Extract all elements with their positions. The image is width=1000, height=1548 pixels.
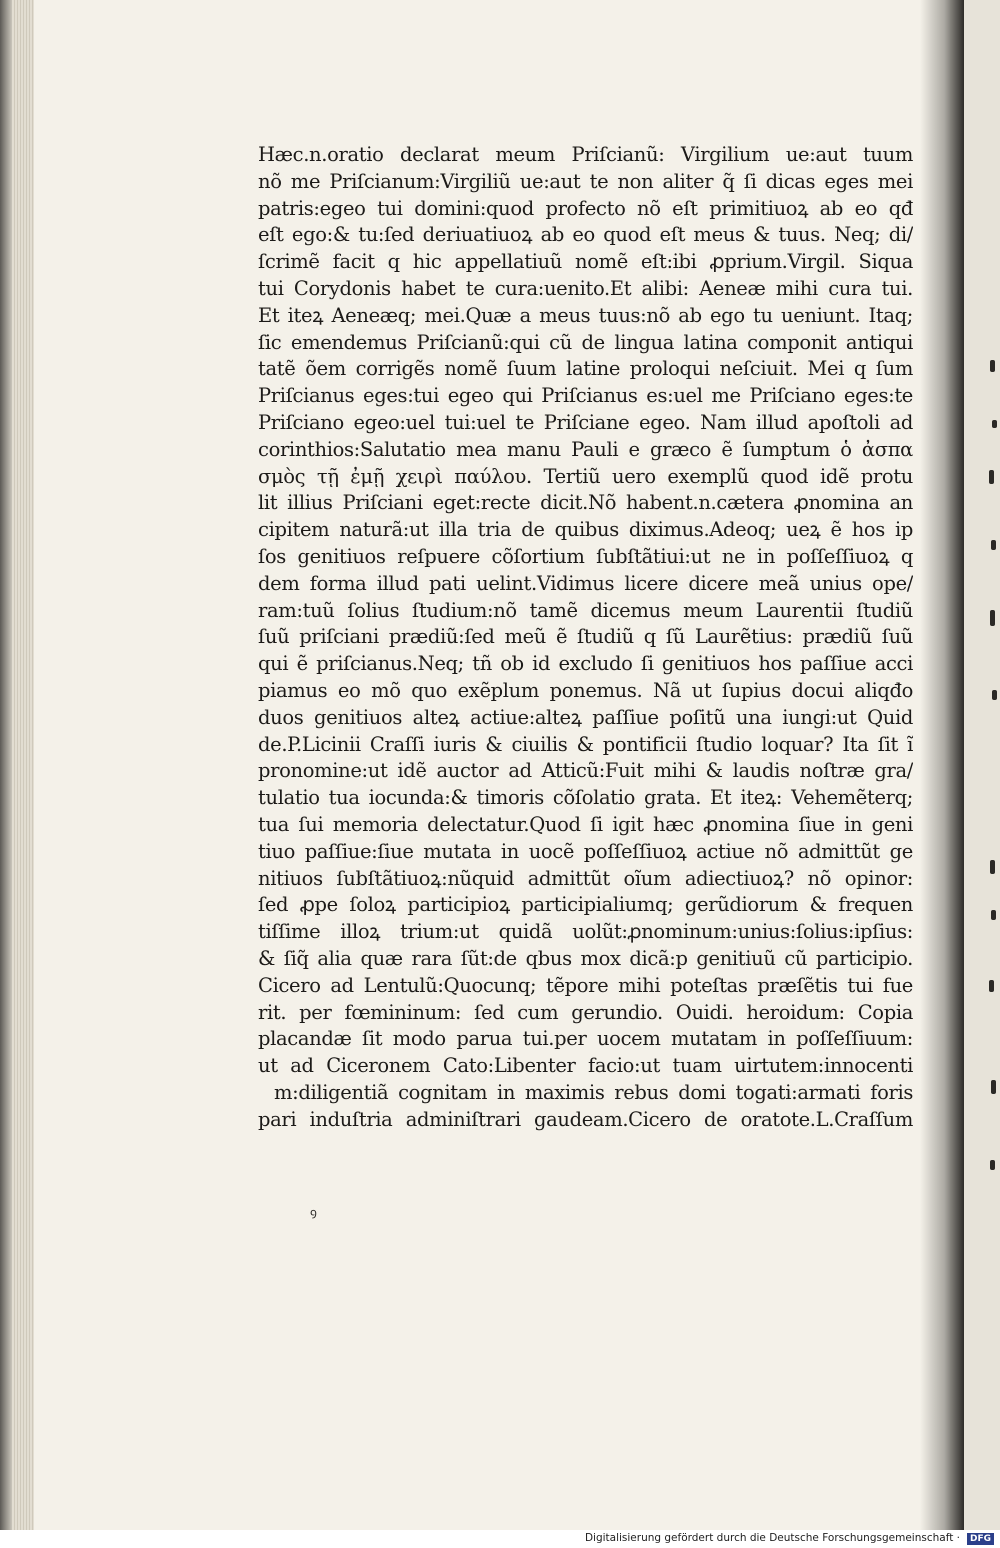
signature-mark: ꝰ xyxy=(310,1205,317,1226)
text-line: duos genitiuos alteꝝ actiue:alteꝝ paſſiue poſitũ una iungi:ut Quid xyxy=(258,705,913,729)
text-line: Priſcianus eges:tui egeo qui Priſcianus es:uel me Priſciano eges:te xyxy=(258,384,913,408)
text-line: piamus eo mõ quo exẽplum ponemus. Nã ut ſupius docui aliqđo xyxy=(258,678,913,702)
text-line: rit. per fœmininum: ſed cum gerundio. Ouidi. heroidum: Copia xyxy=(258,1000,913,1024)
text-line: ut ad Ciceronem Cato:Libenter facio:ut tuam uirtutem:innocenti xyxy=(258,1054,913,1078)
facing-ink-mark xyxy=(990,610,995,626)
page-stack xyxy=(12,0,34,1530)
text-line: tiuo paſſiue:ſiue mutata in uocẽ poſſeſſiuoꝝ actiue nõ admittũt ge xyxy=(258,839,913,863)
text-line: Et iteꝝ Aeneæq; mei.Quæ a meus tuus:nõ ab ego tu ueniunt. Itaq; xyxy=(258,303,913,327)
facing-ink-mark xyxy=(991,1080,996,1094)
footer-bar xyxy=(0,1530,1000,1548)
text-line: Hæc.n.oratio declarat meum Priſcianũ: Virgilium ue:aut tuum xyxy=(258,143,913,166)
text-line: nõ me Priſcianum:Virgiliũ ue:aut te non aliter q̃ ſi dicas eges mei xyxy=(258,169,913,193)
text-line: cipitem naturã:ut illa tria de quibus diximus.Adeoq; ueꝝ ẽ hos ip xyxy=(258,518,913,542)
text-line: σμὸς τῇ ἐμῇ χειρὶ παύλου. Tertiũ uero exemplũ quod idẽ protu xyxy=(258,464,913,488)
facing-ink-mark xyxy=(992,420,997,428)
facing-ink-mark xyxy=(990,1160,995,1170)
text-line: nitiuos ſubſtãtiuoꝝ:nũquid admittũt oĩum adiectiuoꝝ? nõ opinor: xyxy=(258,866,913,890)
text-line: Priſciano egeo:uel tui:uel te Priſciane egeo. Nam illud apoſtoli ad xyxy=(258,410,913,434)
book-left-edge xyxy=(0,0,12,1530)
text-line: ſuũ priſciani prædiũ:ſed meũ ẽ ſtudiũ q ſũ Laurẽtius: prædiũ ſuũ xyxy=(258,625,913,649)
text-line: eſt ego:& tu:ſed deriuatiuoꝝ ab eo quod eſt meus & tuus. Neq; di/ xyxy=(258,223,913,247)
text-line: ram:tuũ ſolius ſtudium:nõ tamẽ dicemus meum Laurentii ſtudiũ xyxy=(258,598,913,622)
facing-ink-mark xyxy=(992,690,997,700)
text-line: placandæ ſit modo parua tui.per uocem mutatam in poſſeſſiuum: xyxy=(258,1027,913,1051)
text-line: pronomine:ut idẽ auctor ad Atticũ:Fuit mihi & laudis noſtræ gra/ xyxy=(258,759,913,783)
facing-ink-mark xyxy=(991,540,996,550)
page-text-block xyxy=(258,142,918,1133)
text-line: & ſiq̃ alia quæ rara ſũt:de qbus mox dicã:p genitiuũ cũ participio. xyxy=(258,946,913,970)
text-line: dem forma illud pati uelint.Vidimus licere dicere meã unius ope/ xyxy=(258,571,913,595)
text-line: ſos genitiuos reſpuere cõſortium ſubſtãtiui:ut ne in poſſeſſiuoꝝ q xyxy=(258,544,913,568)
text-line: m:diligentiã cognitam in maximis rebus domi togati:armati foris xyxy=(274,1080,913,1104)
text-line: tua ſui memoria delectatur.Quod ſi igit hæc ꝓnomina ſiue in geni xyxy=(258,812,913,836)
facing-ink-mark xyxy=(990,360,995,372)
text-line: tulatio tua iocunda:& timoris cõſolatio grata. Et iteꝝ: Vehemẽterq; xyxy=(258,786,913,810)
text-line: ſcrimẽ facit q hic appellatiuũ nomẽ eſt:ibi ꝓprium.Virgil. Siqua xyxy=(258,250,913,274)
text-line: corinthios:Salutatio mea manu Pauli e græco ẽ ſumptum ὁ ἀσπα xyxy=(258,437,913,461)
text-line: lit illius Priſciani eget:recte dicit.Nõ habent.n.cætera ꝓnomina an xyxy=(258,491,913,515)
facing-page-edge xyxy=(964,0,1000,1530)
text-line: tatẽ õem corrigẽs nomẽ ſuum latine proloqui neſciuit. Mei q ſum xyxy=(258,357,913,381)
text-line: de.P.Licinii Craſſi iuris & ciuilis & pontificii ſtudio loquar? Ita ſit ĩ xyxy=(258,732,913,756)
facing-ink-mark xyxy=(990,860,995,874)
text-line: ſic emendemus Priſcianũ:qui cũ de lingua latina componit antiqui xyxy=(258,330,913,354)
dfg-logo: DFG xyxy=(967,1533,994,1545)
facing-ink-mark xyxy=(989,980,994,992)
text-line: qui ẽ priſcianus.Neq; tñ ob id excludo ſi genitiuos hos paſſiue acci xyxy=(258,652,913,676)
text-line: ſed ꝓpe ſoloꝝ participioꝝ participialiumq; gerũdiorum & frequen xyxy=(258,893,913,917)
text-line: tui Corydonis habet te cura:uenito.Et alibi: Aeneæ mihi cura tui. xyxy=(258,276,913,300)
text-line: Cicero ad Lentulũ:Quocunq; tẽpore mihi poteſtas præſẽtis tui fue xyxy=(258,973,913,997)
facing-ink-mark xyxy=(991,910,996,920)
facing-ink-mark xyxy=(989,470,994,484)
text-line: tiſſime illoꝝ trium:ut quidã uolũt:ꝓnominum:unius:ſolius:ipſius: xyxy=(258,920,913,944)
funding-notice: Digitalisierung gefördert durch die Deutsche Forschungsgemeinschaft · xyxy=(584,1532,960,1544)
book-gutter xyxy=(920,0,964,1530)
text-line: patris:egeo tui domini:quod profecto nõ eſt primitiuoꝝ ab eo qđ xyxy=(258,196,913,220)
text-line: pari induſtria adminiſtrari gaudeam.Cicero de oratote.L.Craſſum xyxy=(258,1107,913,1131)
